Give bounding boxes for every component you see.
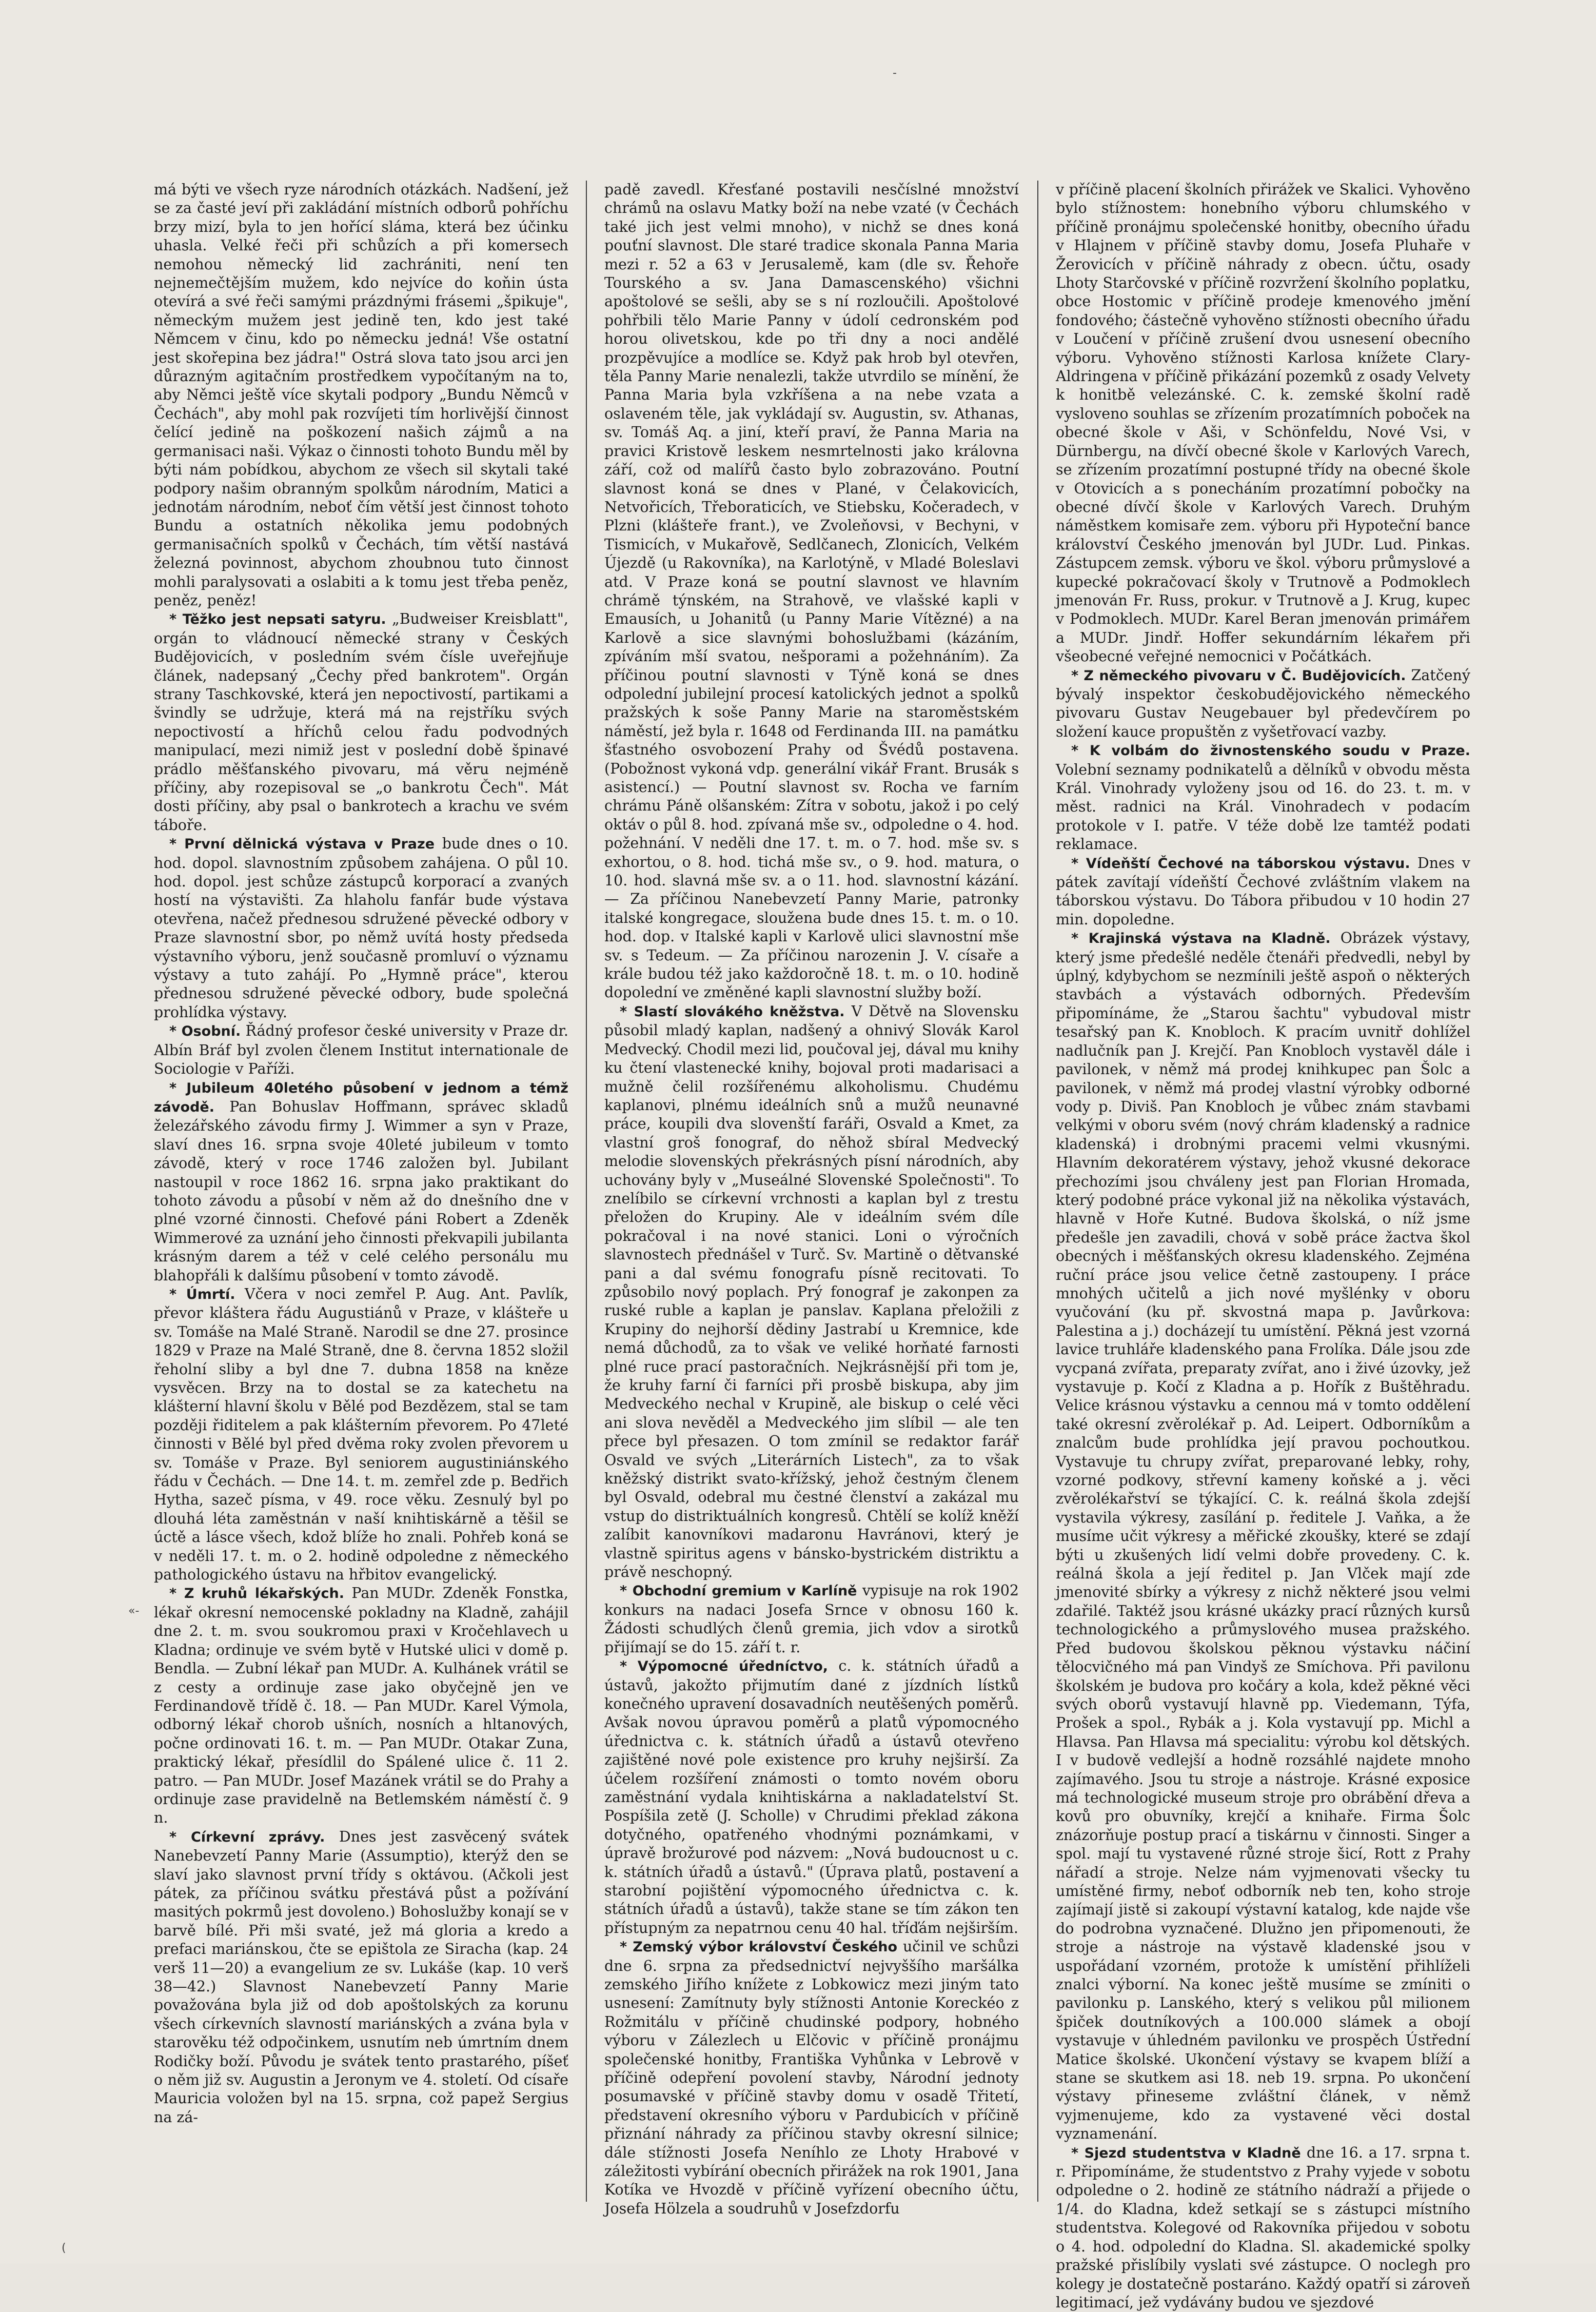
article-text: Dnes v pátek zavítají vídeňští Čechové zvláštním vlakem na táborskou výstavu. Do Tábora přibudou v 10 hodin 27 min. dopoledne. [1056, 854, 1471, 928]
article-text: V Dětvě na Slovensku působil mladý kaplan, nadšený a ohnivý Slovák Karol Medvecký. Chodil mezi lid, poučoval jej, dával mu knihy ku čtení vlastenecké knihy, bojoval proti madarisaci a mužně čelil rozšířenému alkoholismu. Chudému kaplanovi, plnému ideálních snů a mužů neunavné práce, koupili dva slovenští faráři, Osvald a Kmet, za vlastní groš fonograf, do něhož sbíral Medvecký melodie slovenských překrásných písní národních, aby uchovány byly v „Museálné Slovenské Společnosti". To znelíbilo se církevní vrchnosti a kaplan byl z trestu přeložen do Krupiny. Ale v ideálním svém díle pokračoval i na nové stanici. Loni o výročních slavnostech přednášel v Turč. Sv. Martině o dětvanské pani a dal svému fonografu písně recitovati. To způsobilo nový poplach. Prý fonograf je zakonpen za ruské ruble a kaplan je panslav. Kaplana přeložili z Krupiny do nejhorší dědiny Jastrabí u Kremnice, kde nemá důchodů, za to však ve veliké horňaté farnosti plné ruce prací pastoračních. Nejkrásnější při tom je, že kruhy farní či farníci při prosbě biskupa, aby jim Medveckého nechal v Krupině, ale biskup o celé věci ani slova nevěděl a Medveckého jim slíbil — ale ten přece byl přesazen. O tom zmínil se redaktor farář Osvald ve svých „Literárních Listech", za to však kněžský distrikt svato-křížský, jehož čestným členem byl Osvald, odebral mu čestné členství a zakázal mu vstup do distriktuálních kongresů. Chtělí se kolíž kněží zalíbit kanovníkovi madaronu Havránovi, který je vlastně spiritus agens v bánsko-bystrickém distriktu a právě neschopný. [604, 1002, 1019, 1581]
article-text: v příčině placení školních přirážek ve Skalici. Vyhověno bylo stížnostem: honebního výboru chlumského v příčině pronájmu společenské honitby, obecního úřadu v Hlajnem v příčině stavby domu, Josefa Pluhaře v Žerovicích v příčině náhrady z obecn. účtu, osady Lhoty Starčovské v příčině rozvržení školního poplatku, obce Hostomic v příčině prodeje kmenového jmění fondového; částečně vyhověno stížnosti obecního úřadu v Loučení v příčině zrušení dvou usnesení obecního výboru. Vyhověno stížnosti Karlosa knížete Clary-Aldringena v příčině přikázání pozemků z osady Velvety k honitbě velezánské. C. k. zemské školní radě vysloveno souhlas se zřízením prozatímních poboček na obecné škole v Aši, v Schönfeldu, Nové Vsi, v Dürnbergu, na dívčí obecné škole v Karlových Varech, se zřízením prozatímní postupné třídy na obecné škole v Otovicích a s ponecháním prozatímní pobočky na obecné dívčí škole v Karlových Varech. Druhým náměstkem komisaře zem. výboru při Hypoteční bance království Českého jmenován byl JUDr. Lud. Pinkas. Zástupcem zemsk. výboru ve škol. výboru průmyslové a kupecké pokračovací školy v Trutnově a Podmoklech jmenován Fr. Russ, prokur. v Trutnově a J. Krug, kupec v Podmoklech. MUDr. Karel Beran jmenován primářem a MUDr. Jindř. Hoffer sekundárním lékařem při všeobecné veřejné nemocnici v Počátkách. [1056, 181, 1470, 665]
article-text: Dnes jest zasvěcený svátek Nanebevzetí Panny Marie (Assumptio), kterýž den se slaví jako slavnost první třídy s oktávou. (Ačkoli jest pátek, za příčinou svátku přestává půst a požívání masitých pokrmů jest dovoleno.) Bohoslužby konají se v barvě bílé. Při mši svaté, jež má gloria a kredo a prefaci mariánskou, čte se epištola ze Siracha (kap. 24 verš 11—20) a evangelium ze sv. Lukáše (kap. 10 verš 38—42.) Slavnost Nanebevzetí Panny Marie považována byla již od dob apoštolských za korunu všech církevních slavností mariánských a zvána byla v starověku též odpočinkem, usnutím neb úmrtním dnem Rodičky boží. Původu je svátek tento prastarého, píšeť o něm již sv. Augustin a Jeronym ve 4. století. Od císaře Mauricia voložen byl na 15. srpna, což papež Sergius na zá- [154, 1828, 569, 2126]
margin-mark-top: - [893, 67, 897, 80]
article-text: Řádný profesor české university v Praze dr. Albín Bráf byl zvolen členem Institut internationale de Sociologie v Paříži. [154, 1022, 568, 1078]
article-paragraph [604, 1002, 1019, 1582]
article-paragraph [154, 1079, 568, 1285]
article-text: Obrázek výstavy, který jsme předešlé neděle čtenáři předvedli, nebyl by úplný, kdybychom se nezmínili ještě aspoň o některých stavbách a výstavách odborných. Především připomínáme, že „Starou šachtu" vybudoval mistr tesařský pan K. Knobloch. K pracím uvnitř dohlížel nadlučník pan J. Krejčí. Pan Knobloch vystavěl dále i pavilonek, v němž má prodej knihkupec pan Šolc a pavilonek, v němž má prodej vlastní výrobky odborné vody p. Diviš. Pan Knobloch je vůbec znám stavbami velkými v oboru svém (nový chrám kladenský a radnice kladenská) i drobnými pracemi velmi vkusnými. Hlavním dekoratérem výstavy, jehož vkusné dekorace přechozími jsou chváleny jest pan Florian Hromada, který podobné práce vykonal již na několika výstavách, hlavně v Hoře Kutné. Budova školská, o níž jsme předešle jen zavadili, chová v sobě práce žactva škol obecných i měšťanských okresu kladenského. Zejména ruční práce jsou velice četně zastoupeny. I práce mnohých učitelů a jich nové myšlénky v oboru vyučování (ku př. skvostná mapa p. Javůrkova: Palestina a j.) docházejí tu umístění. Pěkná jest vzorná lavice truhláře kladenského pana Frolíka. Dále jsou zde vycpaná zvířata, preparaty zvířat, ano i živé úzovky, jež vystavuje p. Kočí z Kladna a p. Hořík z Buštěhradu. Velice krásnou výstavku a cennou má v tomto oddělení také okresní zvěrolékař p. Ad. Leipert. Odborníkům a znalcům bude prohlídka její pravou pochoutkou. Vystavuje tu chrupy zvířat, preparované lebky, rohy, vzorné podkovy, střevní kameny koňské a j. věci zvěrolékařství se týkající. C. k. reálná škola zdejší vystavila výkresy, zasílání p. ředitele J. Vaňka, a že musíme učit výkresy a měřické zkoušky, které se zdají býti u zkušených lidí velmi dobře provedeny. C. k. reálná škola a její ředitel p. Jan Vlček mají zde jmenovité sbírky a výkresy z nichž některé jsou velmi zdařilé. Taktéž jsou krásné ukázky prací různých kursů technologického a průmyslového musea pražského. Před budovou školskou pěknou výstavku náčiní tělocvičného má pan Vindyš ze Smíchova. Při pavilonu školském je budova pro kočáry a kola, kdež pěkné věci svých oborů vystavují hlavně pp. Viedemann, Týfa, Prošek a spol., Rybák a j. Kola vystavují pp. Michl a Hlavsa. Pan Hlavsa má specialitu: výrobu kol dětských. I v budově vedlejší a hodně rozsáhlé najdete mnoho zajímavého. Jsou tu stroje a nástroje. Krásné exposice má technologické museum stroje pro obrábění dřeva a kovů pro obuvníky, krejčí a knihaře. Firma Šolc znázorňuje postup prací a tiskárnu v činnosti. Singer a spol. mají tu vystavené různé stroje šicí, Rott z Prahy nářadí a stroje. Nelze nám vyjmenovati všecky tu umístěné firmy, neboť odborník neb ten, koho stroje zajímají jistě si zakoupí výstavní katalog, kde najde vše do podrobna vyznačené. Dlužno jen připomenouti, že stroje a nástroje na výstavě kladenské jsou v uspořádaní vzorném, protože k umístění přihlíželi znalci výborní. Na konec ještě musíme se zmíniti o pavilonku p. Lanského, který s velikou půl milionem špiček doutníkových a 100.000 slámek a obojí vystavuje v úhledném pavilonku ve prospěch Ústřední Matice školské. Ukončení výstavy se kvapem blíží a stane se skutkem asi 18. neb 19. srpna. Po ukončení výstavy přineseme zvláštní článek, v němž vyjmenujeme, kdo za vystavené věci dostal vyznamenání. [1056, 930, 1471, 2143]
article-heading: * Vídeňští Čechové na táborskou výstavu. [1071, 855, 1410, 872]
article-paragraph [154, 181, 568, 610]
article-heading: * K volbám do živnostenského soudu v Praze. [1071, 743, 1470, 759]
article-paragraph [604, 181, 1019, 1002]
column-divider [1037, 181, 1038, 2202]
article-paragraph [1056, 2144, 1470, 2312]
article-heading: * Obchodní gremium v Karlíně [620, 1583, 857, 1599]
article-text: Volební seznamy podnikatelů a dělníků v obvodu města Král. Vinohrady vyloženy jsou od 16. do 23. t. m. v měst. radnici na Král. Vinohradech v podacím protokole v I. patře. V téže době lze tamtéž podati reklamace. [1056, 761, 1470, 853]
article-heading: * Sjezd studentstva v Kladně [1071, 2145, 1301, 2161]
article-heading: * Z německého pivovaru v Č. Budějovicích. [1071, 667, 1406, 684]
article-text: dne 16. a 17. srpna t. r. Připomínáme, že studentstvo z Prahy vyjede v sobotu odpoledne o 2. hodině ze státního nádraží a přijede o 1/4. do Kladna, kdež setkají se s zástupci místního studentstva. Kolegové od Rakovníka přijedou v sobotu o 4. hod. odpolední do Kladna. Sl. akademické spolky pražské přislíbily vyslati své zástupce. O noclegh pro kolegy je dostatečně postaráno. Každý opatří si zároveň legitimací, jež vydávány budou ve sjezdové [1056, 2144, 1470, 2311]
article-heading: * Osobní. [169, 1023, 241, 1040]
article-paragraph [1056, 741, 1470, 854]
article-heading: * Těžko jest nepsati satyru. [169, 611, 386, 628]
article-text: Včera v noci zemřel P. Aug. Ant. Pavlík, převor kláštera řádu Augustiánů v Praze, v klášteře u sv. Tomáše na Malé Straně. Narodil se dne 27. prosince 1829 v Praze na Malé Straně, dne 8. června 1852 složil řeholní sliby a byl dne 7. dubna 1858 na kněze vysvěcen. Brzy na to dostal se za katechetu na klášterní hlavní školu v Bělé pod Bezdězem, stal se tam později řiditelem a pak klášterním převorem. Po 47leté činnosti v Bělé byl před dvěma roky zvolen převorem u sv. Tomáše v Praze. Byl seniorem augustiniánského řádu v Čechách. — Dne 14. t. m. zemřel zde p. Bedřich Hytha, sazeč písma, v 49. roce věku. Zesnulý byl po dlouhá léta zaměstnán v naší knihtiskárně a těšil se úctě a lásce všech, kdož blíže ho znali. Pohřeb koná se v neděli 17. t. m. o 2. hodině odpoledne z německého pathologického ústavu na hřbitov evangelický. [154, 1285, 569, 1584]
margin-mark-bottom: ( [62, 2242, 66, 2255]
article-text: Zatčený bývalý inspektor českobudějovického německého pivovaru Gustav Neugebauer byl předevčírem po složení kauce propuštěn z vyšetřovací vazby. [1056, 666, 1471, 740]
article-paragraph [604, 1657, 1019, 1938]
article-paragraph [1056, 929, 1470, 2143]
article-paragraph [154, 1022, 568, 1078]
article-text: „Budweiser Kreisblatt", orgán to vládnoucí německé strany v Českých Budějovicích, v posledním svém čísle uveřejňuje článek, nadepsaný „Čechy před bankrotem". Orgán strany Taschkovské, která jen nepoctivostí, partikami a švindly se udržuje, která má na rejstříku svých nepoctivostí a hříchů celou řadu podvodných manipulací, mezi nimiž jest v poslední době špinavé prádlo měšťanského pivovaru, má věru nejméně příčiny, aby rozepisoval se „o bankrotu Čech". Mát dosti příčiny, aby psal o bankrotech a krachu ve svém táboře. [154, 610, 568, 834]
article-text: vypisuje na rok 1902 konkurs na nadaci Josefa Srnce v obnosu 160 k. Žádosti schudlých členů gremia, jich vdov a sirotků přijímají se do 15. září t. r. [604, 1582, 1019, 1656]
article-heading: * Zemský výbor království Českého [620, 1939, 898, 1955]
article-heading: * Krajinská výstava na Kladně. [1071, 931, 1331, 947]
article-paragraph [154, 1285, 568, 1585]
article-paragraph [154, 610, 568, 835]
article-paragraph [1056, 181, 1470, 666]
article-heading: * Církevní zprávy. [169, 1829, 325, 1845]
article-heading: * Jubileum 40letého působení v jednom a témž závodě. [154, 1080, 568, 1115]
article-paragraph [154, 1584, 568, 1827]
article-paragraph [154, 1828, 568, 2127]
article-text: Pan Bohuslav Hoffmann, správec skladů železářského závodu firmy J. Wimmer a syn v Praze, slaví dnes 16. srpna svoje 40leté jubileum v tomto závodě, který v roce 1746 založen byl. Jubilant nastoupil v roce 1862 16. srpna jako praktikant do tohoto závodu a působí v něm až do dnešního dne v plné vzorné činnosti. Chefové páni Robert a Zdeněk Wimmerové za uznání jeho činnosti překvapili jubilanta krásným darem a též v celé celého personálu mu blahopřáli k dalšímu působení v tomto závodě. [154, 1098, 569, 1284]
article-paragraph [154, 835, 568, 1022]
article-paragraph [604, 1582, 1019, 1657]
article-text: má býti ve všech ryze národních otázkách. Nadšení, jež se za časté jeví při zakládání místních odborů pohříchu brzy mizí, byla to jen hořící sláma, která bez účinku uhasla. Velké řeči při schůzích a při komersech nemohou německý lid zachrániti, není ten nejnemečtějším mužem, kdo nejvíce do koňin ústa otevírá a své řeči samými prázdnými frásemi „špikuje", německým mužem jest jedině ten, kdo jest také Němcem v činu, kdo po německu jedná! Vše ostatní jest skořepina bez jádra!" Ostrá slova tato jsou arci jen důrazným agitačním prostředkem vypočítaným na to, aby Němci ještě více skytali podpory „Bundu Němců v Čechách", aby mohl pak rozvíjeti tím horlivější činnost čelící jedině na poškození našich zájmů a na germanisaci naši. Výkaz o činnosti tohoto Bundu měl by býti nám pobídkou, abychom ze všech sil skytali také podpory našim obranným spolkům národním, Matici a jednotám národním, neboť čím větší jest činnost tohoto Bundu a ostatních několika jemu podobných germanisačních spolků v Čechách, tím větší nastává železná povinnost, abychom zhoubnou tuto činnost mohli paralysovati a oslabiti a k tomu jest třeba peněz, peněz, peněz! [154, 181, 568, 609]
article-text: bude dnes o 10. hod. dopol. slavnostním způsobem zahájena. O půl 10. hod. dopol. jest schůze zástupců korporací a zvaných hostí na výstavišti. Za hlaholu fanfár bude výstava otevřena, načež přednesou sdružené pěvecké odbory v Praze slavnostní sbor, po němž uvítá hosty předseda výstavního výboru, jenž současně promluví o významu výstavy a tuto zahájí. Po „Hymně práce", kterou přednesou sdružené pěvecké odbory, bude společná prohlídka výstavy. [154, 835, 568, 1021]
article-text: padě zavedl. Křesťané postavili nesčíslné množství chrámů na oslavu Matky boží na nebe vzaté (v Čechách také jich jest velmi mnoho), v nichž se dnes koná pouťní slavnost. Dle staré tradice skonala Panna Maria mezi r. 52 a 63 v Jerusalemě, kam (dle sv. Řehoře Tourského a sv. Jana Damascenského) všichni apoštolové se sešli, aby se s ní rozloučili. Apoštolové pohřbili tělo Marie Panny v údolí cedronském pod horou olivetskou, kde po tři dny a noci andělé prozpěvujíce a modlíce se. Když pak hrob byl otevřen, těla Panny Marie nenalezli, takže utvrdilo se mínění, že Panna Maria byla vzkříšena a na nebe vzata a oslaveném těle, jak vykládají sv. Augustin, sv. Athanas, sv. Tomáš Aq. a jiní, kteří praví, že Panna Maria na pravici Kristově leskem nesmrtelnosti jako královna září, což od malířů často bylo zobrazováno. Poutní slavnost koná se dnes v Plané, v Čelakovicích, Netvořicích, Třeboraticích, ve Stiebsku, Kočeradech, v Plzni (klášteře frant.), ve Zvoleňovsi, v Bechyni, v Tismicích, v Mukařově, Sedlčanech, Zlonicích, Velkém Újezdě (u Rakovníka), na Karlotýně, v Mladé Boleslavi atd. V Praze koná se poutní slavnost ve hlavním chrámě týnském, na Strahově, ve vlašské kapli v Emausích, u Johanitů (u Panny Marie Vítězné) a na Karlově a sice slavnými bohoslužbami (kázáním, zpíváním mší svatou, nešporami a požehnáním). Za příčinou poutní slavnosti v Týně koná se dnes odpolední jubilejní procesí katolických jednot a spolků pražských k soše Panny Marie na staroměstském náměstí, jež byla r. 1648 od Ferdinanda III. na památku šťastného osvobození Prahy od Švédů postavena. (Pobožnost vykoná vdp. generální vikář Frant. Brusák s asistencí.) — Poutní slavnost sv. Rocha ve farním chrámu Páně olšanském: Zítra v sobotu, jakož i po celý oktáv o půl 8. hod. zpívaná mše sv., odpoledne o 4. hod. požehnání. V neděli dne 17. t. m. o 7. hod. mše sv. s exhortou, o 8. hod. tichá mše sv., o 9. hod. matura, o 10. hod. slavná mše sv. a o 11. hod. slavnostní kázání. — Za příčinou Nanebevzetí Panny Marie, patronky italské kongregace, sloužena bude dnes 15. t. m. o 10. hod. dop. v Italské kapli v Karlově ulici slavnostní mše sv. s Tedeum. — Za příčinou narozenin J. V. císaře a krále budou též jako každoročně 18. t. m. o 10. hodině dopolední ve změněné kapli slavnostní služby boží. [604, 181, 1019, 1001]
column-2 [604, 181, 1019, 2217]
article-heading: * Úmrtí. [169, 1286, 235, 1302]
article-paragraph [604, 1938, 1019, 2218]
margin-mark-left: «- [128, 1605, 140, 1617]
article-text: c. k. státních úřadů a ústavů, jakožto přijmutím dané z jízdních lístků konečného upravení dosavadních neutěšených poměrů. Avšak novou úpravou poměrů a platů výpomocného úřednictva c. k. státních úřadů a ústavů otevřeno zajištěné nové pole existence pro kruhy nejširší. Za účelem rozšíření známosti o tomto novém oboru zaměstnání vydala knihtiskárna a nakladatelství St. Pospíšila zetě (J. Scholle) v Chrudimi překlad zákona dotyčného, opatřeného vhodnými poznámkami, v úpravě brožurové pod názvem: „Nová budoucnost u c. k. státních úřadů a ústavů." (Úprava platů, postavení a starobní pojištění výpomocného úřednictva c. k. státních úřadů a ústavů), takže stane se tím zákon ten přístupným za nepatrnou cenu 40 hal. tříďám nejširším. [604, 1657, 1019, 1936]
column-3 [1056, 181, 1471, 2311]
article-paragraph [1056, 854, 1470, 930]
column-divider [586, 181, 587, 2202]
article-heading: * Z kruhů lékařských. [169, 1586, 345, 1602]
article-heading: * Slastí slovákého kněžstva. [620, 1003, 845, 1020]
article-text: Pan MUDr. Zdeněk Fonstka, lékař okresní nemocenské pokladny na Kladně, zahájil dne 2. t. m. svou soukromou praxi v Kročehlavech u Kladna; ordinuje ve svém bytě v Hutské ulici v domě p. Bendla. — Zubní lékař pan MUDr. A. Kulhánek vrátil se z cesty a ordinuje zase jako obyčejně jen ve Ferdinandově třídě č. 18. — Pan MUDr. Karel Výmola, odborný lékař chorob ušních, nosních a hltanových, počne ordinovati 16. t. m. — Pan MUDr. Otakar Zuna, praktický lékař, přesídlil do Spálené ulice č. 11 2. patro. — Pan MUDr. Josef Mazánek vrátil se do Prahy a ordinuje zase pravidelně na Betlemském náměstí č. 9 n. [154, 1585, 568, 1827]
column-1 [154, 181, 568, 2202]
article-paragraph [1056, 666, 1470, 742]
article-heading: * První dělnická výstava v Praze [169, 836, 435, 853]
article-text: učinil ve schůzi dne 6. srpna za předsednictví nejvyššího maršálka zemského Jiřího knížete z Lobkowicz mezi jiným tato usnesení: Zamítnuty byly stížnosti Antonie Koreckéo z Rožmitálu v příčině chudinské podpory, hobného výboru v Zálezlech u Elčovic v příčině pronájmu společenské honitby, Františka Vyhůnka v Lebrově v příčině odepření povolení stavby, Národní jednoty posumavské v příčině stavby domu v osadě Třitetí, představení okresního výboru v Pardubicích v příčině přiznání náhrady za příčinou stavby okresní silnice; dále stížnosti Josefa Neníhlo ze Lhoty Hrabové v záležitosti vybírání obecních přirážek na rok 1901, Jana Kotíka ve Hvozdě v příčině vyřízení obecního účtu, Josefa Hölzela a soudruhů v Josefzdorfu [604, 1938, 1019, 2217]
article-heading: * Výpomocné úředníctvo, [620, 1658, 829, 1675]
